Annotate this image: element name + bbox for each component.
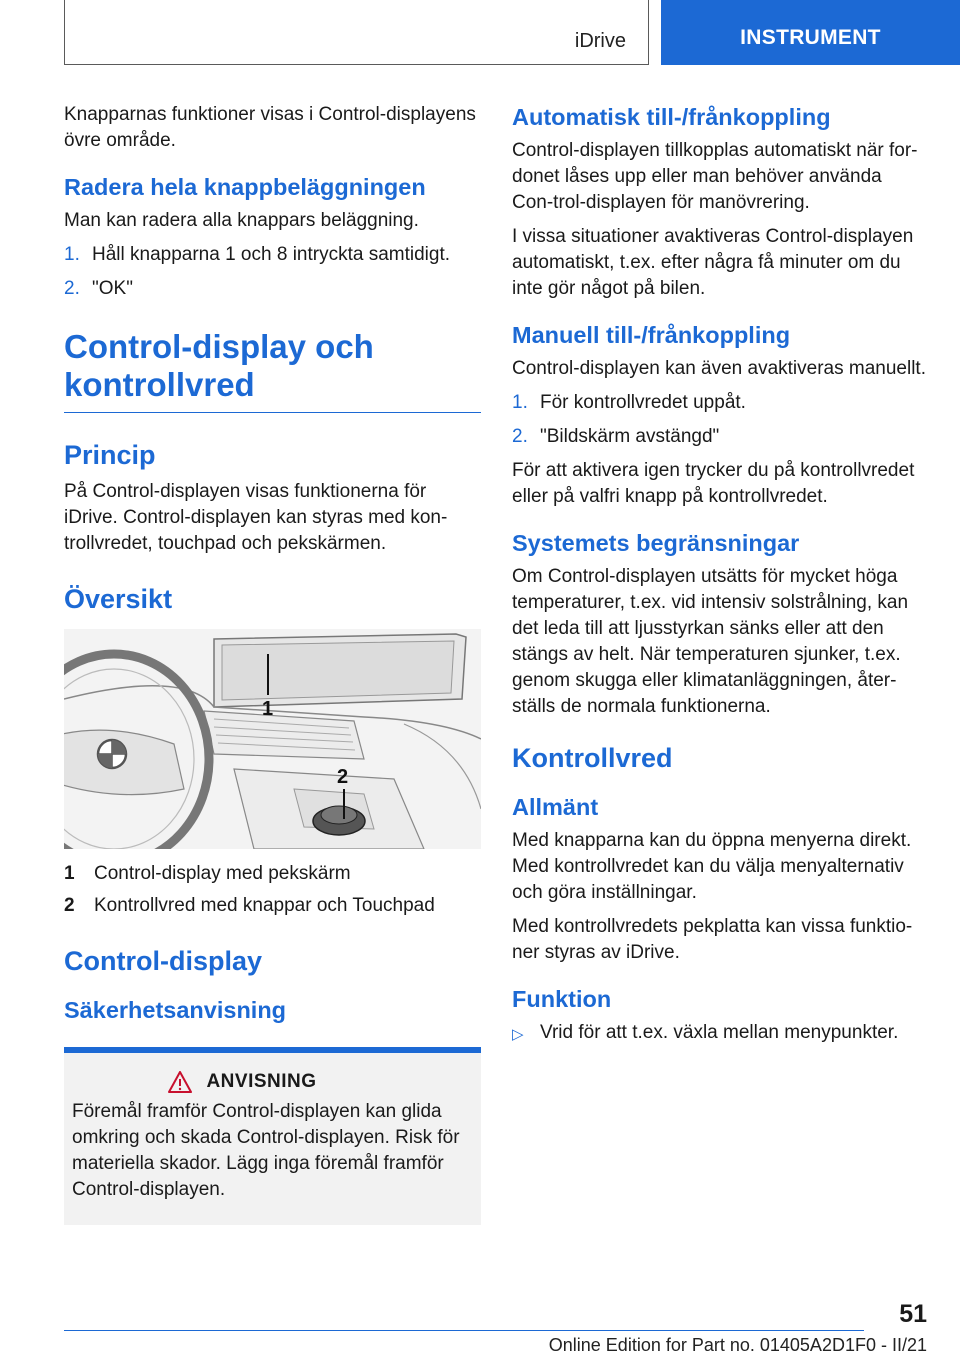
- bullet-text: Vrid för att t.ex. växla mellan menypunkter.: [540, 1022, 899, 1043]
- warning-triangle-icon: [168, 1071, 192, 1093]
- paragraph-allmant-1: Med knapparna kan du öppna menyerna direkt. Med kontrollvredet kan du välja menyalternativ och göra inställningar.: [512, 830, 912, 903]
- step-text: "Bildskärm avstängd": [540, 426, 720, 447]
- list-item: [64, 242, 481, 268]
- notice-header: [72, 1071, 473, 1093]
- paragraph-allmant-2: Med kontrollvredets pekplatta kan vissa funktio-ner styras av iDrive.: [512, 916, 913, 963]
- header-chapter-tab: INSTRUMENT: [661, 0, 960, 65]
- heading-princip: Princip: [64, 440, 156, 470]
- right-column: [512, 102, 926, 1048]
- list-item: [64, 893, 481, 919]
- heading-sakerhetsanvisning: Säkerhetsanvisning: [64, 997, 287, 1023]
- steps-radera: [64, 242, 481, 302]
- header-section-title: iDrive: [574, 30, 626, 52]
- chapter-heading: Control-display och kontrollvred: [64, 328, 481, 413]
- step-text: För kontrollvredet uppåt.: [540, 392, 746, 413]
- heading-allmant: Allmänt: [512, 794, 599, 820]
- step-number: 2.: [64, 278, 80, 299]
- heading-funktion: Funktion: [512, 986, 612, 1012]
- heading-oversikt: Översikt: [64, 584, 173, 614]
- heading-radera: Radera hela knappbeläggningen: [64, 174, 426, 200]
- header-section-box: [64, 0, 649, 65]
- heading-automatisk: Automatisk till-/frånkoppling: [512, 104, 831, 130]
- left-column: [64, 102, 481, 1225]
- intro-paragraph: Knapparnas funktioner visas i Control-displayens övre område.: [64, 104, 476, 151]
- legend-text: Control-display med pekskärm: [94, 863, 351, 884]
- callout-label: 2: [337, 766, 349, 788]
- step-text: Håll knapparna 1 och 8 intryckta samtidigt.: [92, 244, 451, 265]
- cockpit-illustration: [64, 629, 481, 849]
- step-number: 2.: [512, 426, 528, 447]
- page-header: [0, 0, 960, 66]
- warning-notice: [64, 1047, 481, 1225]
- paragraph-begransningar: Om Control-displayen utsätts för mycket höga temperaturer, t.ex. vid intensiv solstrålning, kan det leda till att ljusstyrkan sänks eller att den stängs av helt. När temperaturen sjunker, t.ex. genom skugga eller klimatanläggningen, åter-ställs de normala funktionerna.: [512, 566, 909, 717]
- heading-begransningar: Systemets begränsningar: [512, 530, 800, 556]
- heading-control-display: Control-display: [64, 946, 263, 976]
- notice-text: Föremål framför Control-displayen kan glida omkring och skada Control-displayen. Risk för materiella skador. Lägg inga föremål framför Control-displayen.: [72, 1101, 460, 1200]
- paragraph-radera: Man kan radera alla knappars beläggning.: [64, 210, 419, 231]
- callout-label: 1: [262, 698, 274, 720]
- heading-kontrollvred: Kontrollvred: [512, 743, 673, 773]
- paragraph-princip: På Control-displayen visas funktionerna för iDrive. Control-displayen kan styras med kon-trollvredet, touchpad och pekskärmen.: [64, 481, 448, 554]
- triangle-right-icon: ▷: [512, 1026, 524, 1043]
- list-item: [64, 276, 481, 302]
- paragraph-manuell-2: För att aktivera igen trycker du på kontrollvredet eller på valfri knapp på kontrollvredet.: [512, 460, 915, 507]
- paragraph-automatisk-2: I vissa situationer avaktiveras Control-displayen automatiskt, t.ex. efter några få minuter om du inte gör något på bilen.: [512, 226, 914, 299]
- paragraph-manuell: Control-displayen kan även avaktiveras manuellt.: [512, 358, 926, 379]
- list-item: [512, 390, 926, 416]
- footer-edition: Online Edition for Part no. 01405A2D1F0 - II/21: [548, 1335, 927, 1355]
- notice-title: ANVISNING: [206, 1071, 317, 1092]
- heading-manuell: Manuell till-/frånkoppling: [512, 322, 791, 348]
- steps-manuell: [512, 390, 926, 450]
- step-number: 1.: [512, 392, 528, 413]
- legend-text: Kontrollvred med knappar och Touchpad: [94, 895, 435, 916]
- paragraph-automatisk-1: Control-displayen tillkopplas automatiskt när for-donet låses upp eller man behöver använda Con-trol-displayen för manövrering.: [512, 140, 918, 213]
- page-number: 51: [899, 1300, 927, 1328]
- list-item: [64, 861, 481, 887]
- list-item: [512, 424, 926, 450]
- footer-divider: [64, 1330, 864, 1331]
- step-number: 1.: [64, 244, 80, 265]
- legend-number: 2: [64, 895, 75, 916]
- step-text: "OK": [92, 278, 133, 299]
- legend-number: 1: [64, 863, 75, 884]
- list-item: [512, 1020, 926, 1048]
- cockpit-drawing: [64, 629, 481, 849]
- figure-legend: [64, 861, 481, 919]
- bullets-funktion: [512, 1020, 926, 1048]
